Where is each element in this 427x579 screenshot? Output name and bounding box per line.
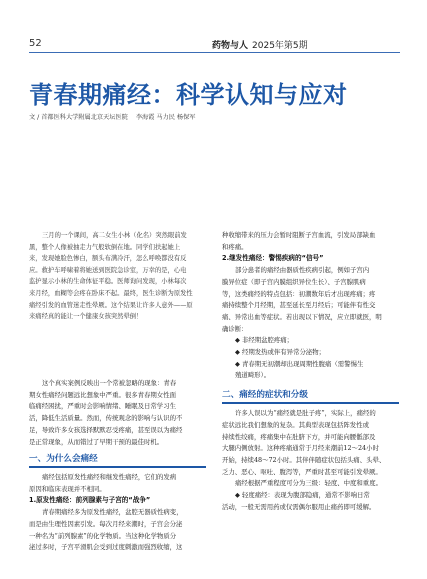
text-line: 和疼痛。 [222,242,248,251]
text-line: 大腿内侧放射。这种疼痛通常于月经来潮前12～24小时 [222,444,379,453]
text-line: 青春期痛经多为原发性痛经，盆腔无器质性病变， [42,508,183,517]
intro-line: 痛经引发的血管迷走性晕厥。这个结果让许多人意外——原 [29,301,193,309]
text-line: 确诊断： [222,324,248,333]
text-line: 这个真实案例反映出一个常被忽略的现象：青春 [42,379,177,387]
byline-authors: 李海霞 马力民 杨保军 [135,114,196,121]
text-line: 等，这类痛经的特点包括：初潮数年后才出现疼痛；疼 [222,289,376,298]
intro-line: 黑，整个人像被抽走力气般软倒在地。同学们扶起她上 [29,243,181,251]
subsection-heading: 2.继发性痛经：警惕疾病的“信号” [222,254,324,263]
section-heading: 二、痛经的症状和分级 [222,390,308,401]
intro-line: 三月的一个课间，高二女生小林（化名）突然眼前发 [42,232,187,239]
page-number: 52 [29,38,42,49]
text-line: 膜异位症（即子宫内膜组织异位生长）、子宫腺肌病 [222,277,366,286]
paragraph [222,265,400,335]
text-line: 痛经包括原发性痛经和继发性痛经，它们的发病 [42,473,177,481]
text-line: 一种名为“前列腺素”的化学物质。当这种化学物质分 [29,531,177,540]
section-heading: 一、为什么会痛经 [29,454,98,464]
text-line: 期女性痛经问题远比想象中严重。很多青春期女性面 [29,390,176,399]
bullet-item: 殖道畸形）。 [235,371,271,380]
left-column [29,378,206,448]
text-line: 痛、异常出血等症状。若出现以下情况，应立即就医，明 [222,312,382,321]
text-line: 是正常现象，从而错过了早期干预的最佳时机。 [29,437,164,446]
subsection-heading: 1.原发性痛经：前列腺素与子宫的“战争” [29,496,151,505]
text-line: ◆ 轻度痛经：表现为腹部隐痛，通常不影响日常 [235,491,370,500]
text-line: 活动，一般无需用药或仅需偶尔服用止痛药即可缓解。 [222,502,376,511]
intro-line: 来痛经真的能让一个健康女孩突然晕倒！ [29,313,143,321]
page-header [0,0,427,56]
text-line: 痛持续整个月经期，甚至延长至月经后；可能伴有性交 [222,301,376,310]
section-rule [29,466,206,468]
left-column-lower [29,452,206,554]
bullet-item: ◆ 经期发热或伴有异常分泌物； [235,348,326,357]
text-line: 持续性绞痛，疼痛集中在肚脐下方，并可能向腰骶部及 [222,432,376,441]
journal-info [212,38,308,51]
text-line: 足，导致许多女孩选择默默忍受疼痛，甚至误以为痛经 [29,425,183,434]
paragraph [222,230,400,253]
intro-line: 应。救护车呼啸着将她送到医院急诊室，万幸的是，心电 [29,266,187,274]
text-line: 部分患者的痛经由器质性疾病引起，例如子宫内 [235,266,370,275]
article-title: 青春期痛经：科学认知与应对 [29,81,348,109]
text-line: 原因和临床表现并不相同。 [29,484,106,493]
text-line: 症状远比我们想象的复杂。其典型表现包括阵发性或 [222,420,369,429]
bullet-item: ◆ 青春期无初潮却出现周期性腹痛（需警惕生 [235,359,364,368]
intro-line: 来，发现她脸色惨白，额头布满冷汗，怎么呼唤都没有反 [29,255,187,263]
text-line: 乏力、恶心、呕吐、腹泻等，严重时甚至可能引发晕厥。 [222,467,382,476]
text-line: 临痛经困扰，严重时会影响情绪、睡眠及日常学习生 [29,402,176,411]
paragraph [222,408,400,513]
text-line: 开始，持续48～72小时。其伴伴随症状包括头痛、头晕、 [222,455,386,464]
intro-story [29,230,206,368]
text-line: 种收缩带来的压力会暂时阻断子宫血流，引发局部缺血 [222,231,376,239]
intro-line: 来月经，血糊等会疼在卧床不起。最终，医生诊断为原发性 [29,289,193,297]
text-line: 泌过多时，子宫平滑肌会受到过度刺激而强烈收缩，这 [29,543,183,552]
article-byline [29,112,195,121]
text-line: 活，降低生活质量。然而，传统观念的影响与认识的不 [29,414,183,423]
paragraph [29,378,206,448]
right-column [222,230,400,513]
section-rule [222,402,399,404]
paragraph [29,472,206,495]
journal-issue: 2025年第5期 [252,41,308,51]
text-line: 许多人误以为“痛经就是肚子疼”，实际上，痛经的 [235,409,376,418]
bullet-item: ◆ 非经期盆腔疼痛； [235,336,294,345]
paragraph [29,507,206,554]
byline-affiliation: 文 / 首都医科大学附属北京天坛医院 [29,114,128,121]
text-line: 痛经根据严重程度可分为三级：轻度、中度和重度。 [235,479,382,488]
journal-name: 药物与人 [212,41,249,51]
intro-line: 监护显示小林的生命体征平稳。医师询问发现，小林每次 [29,278,187,286]
text-line: 而是由生理性因素引发。每次月经来潮时，子宫会分泌 [29,519,183,528]
header-divider [29,52,400,53]
